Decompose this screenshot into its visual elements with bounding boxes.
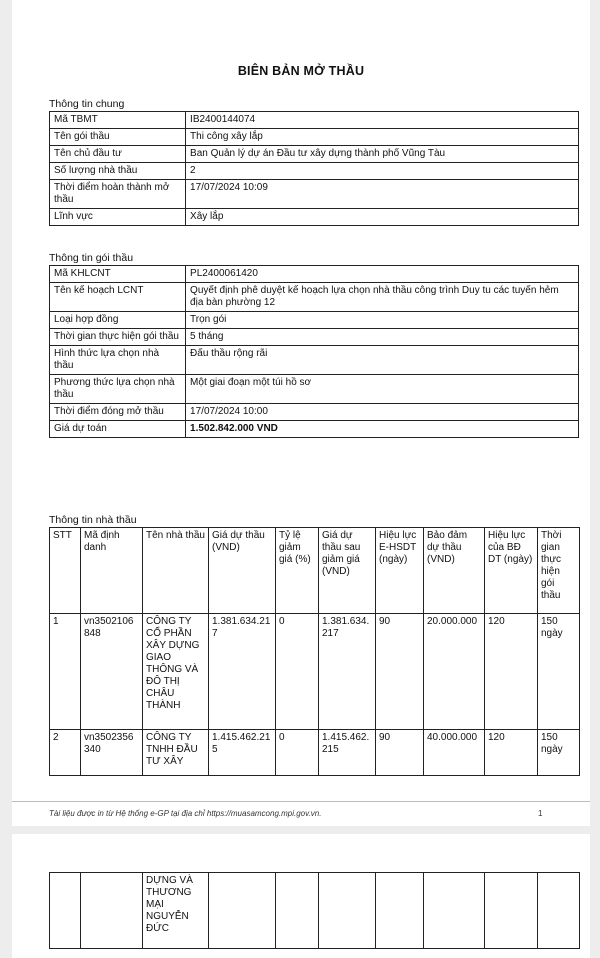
table-cell: 0: [276, 614, 319, 730]
table-cell: [276, 873, 319, 949]
table-cell: 2: [50, 730, 81, 776]
column-header: STT: [50, 528, 81, 614]
contractor-table-continued: [49, 872, 580, 949]
general-info-heading: Thông tin chung: [49, 98, 125, 110]
table-cell: [485, 873, 538, 949]
table-header-row: [50, 528, 580, 614]
table-row: [50, 266, 579, 283]
table-cell: [424, 873, 485, 949]
table-row: [50, 209, 579, 226]
column-header: Giá dự thầu (VND): [209, 528, 276, 614]
table-cell: [538, 873, 580, 949]
document-title: BIÊN BẢN MỞ THẦU: [237, 64, 365, 78]
row-label: Tên gói thầu: [50, 129, 186, 146]
row-label: Phương thức lựa chọn nhà thầu: [50, 375, 186, 404]
table-row: [50, 404, 579, 421]
table-cell: 1.415.462.215: [209, 730, 276, 776]
row-value: Đấu thầu rộng rãi: [186, 346, 579, 375]
row-value: IB2400144074: [186, 112, 579, 129]
table-cell: 120: [485, 730, 538, 776]
general-info-table: [49, 111, 579, 226]
row-value: Quyết định phê duyệt kế hoạch lựa chọn nhà thầu công trình Duy tu các tuyến hẻm địa bàn phường 12: [186, 283, 579, 312]
table-cell: 1.381.634.217: [319, 614, 376, 730]
table-cell: CÔNG TY CỔ PHẦN XÂY DỰNG GIAO THÔNG VÀ ĐÔ THỊ CHÂU THÀNH: [143, 614, 209, 730]
row-label: Lĩnh vực: [50, 209, 186, 226]
table-row: [50, 873, 580, 949]
contractor-info-heading: Thông tin nhà thầu: [49, 514, 137, 526]
table-row: [50, 421, 579, 438]
footer-divider: [12, 801, 590, 802]
table-cell: vn3502106848: [81, 614, 143, 730]
table-cell: 120: [485, 614, 538, 730]
package-info-heading: Thông tin gói thầu: [49, 252, 134, 264]
row-value: Ban Quản lý dự án Đầu tư xây dựng thành phố Vũng Tàu: [186, 146, 579, 163]
column-header: Giá dự thầu sau giảm giá (VND): [319, 528, 376, 614]
table-cell: [319, 873, 376, 949]
column-header: Mã định danh: [81, 528, 143, 614]
contractor-table: [49, 527, 580, 776]
row-value: 17/07/2024 10:09: [186, 180, 579, 209]
row-value: 2: [186, 163, 579, 180]
table-cell: 1.381.634.217: [209, 614, 276, 730]
row-label: Hình thức lựa chọn nhà thầu: [50, 346, 186, 375]
table-cell: DỰNG VÀ THƯƠNG MẠI NGUYỄN ĐỨC: [143, 873, 209, 949]
row-label: Loại hợp đồng: [50, 312, 186, 329]
table-cell: [50, 873, 81, 949]
column-header: Hiệu lực của BĐ DT (ngày): [485, 528, 538, 614]
row-label: Tên chủ đầu tư: [50, 146, 186, 163]
column-header: Bảo đảm dự thầu (VND): [424, 528, 485, 614]
row-label: Mã KHLCNT: [50, 266, 186, 283]
table-row: [50, 730, 580, 776]
row-value: Trọn gói: [186, 312, 579, 329]
table-cell: 0: [276, 730, 319, 776]
table-cell: [376, 873, 424, 949]
column-header: Hiệu lực E-HSDT (ngày): [376, 528, 424, 614]
row-label: Giá dự toán: [50, 421, 186, 438]
page-number: 1: [538, 809, 543, 818]
document-page-2: [12, 834, 590, 958]
column-header: Tên nhà thầu: [143, 528, 209, 614]
table-cell: [81, 873, 143, 949]
table-row: [50, 312, 579, 329]
document-page-1: [12, 0, 590, 826]
table-row: [50, 129, 579, 146]
row-label: Mã TBMT: [50, 112, 186, 129]
row-value: Một giai đoạn một túi hồ sơ: [186, 375, 579, 404]
table-cell: 90: [376, 614, 424, 730]
table-row: [50, 163, 579, 180]
table-row: [50, 112, 579, 129]
table-cell: 20.000.000: [424, 614, 485, 730]
footer-note: Tài liệu được in từ Hệ thống e-GP tại địa chỉ https://muasamcong.mpi.gov.vn.: [49, 809, 322, 818]
table-cell: 40.000.000: [424, 730, 485, 776]
table-row: [50, 346, 579, 375]
column-header: Thời gian thực hiện gói thầu: [538, 528, 580, 614]
table-cell: 150 ngày: [538, 614, 580, 730]
table-cell: vn3502356340: [81, 730, 143, 776]
table-cell: 1: [50, 614, 81, 730]
table-row: [50, 614, 580, 730]
table-cell: 1.415.462.215: [319, 730, 376, 776]
table-cell: 150 ngày: [538, 730, 580, 776]
table-row: [50, 375, 579, 404]
row-value: Xây lắp: [186, 209, 579, 226]
table-cell: CÔNG TY TNHH ĐẦU TƯ XÂY: [143, 730, 209, 776]
row-label: Thời điểm hoàn thành mở thầu: [50, 180, 186, 209]
table-row: [50, 329, 579, 346]
row-value: PL2400061420: [186, 266, 579, 283]
row-value: Thi công xây lắp: [186, 129, 579, 146]
row-label: Thời điểm đóng mở thầu: [50, 404, 186, 421]
table-row: [50, 283, 579, 312]
table-cell: 90: [376, 730, 424, 776]
row-label: Thời gian thực hiện gói thầu: [50, 329, 186, 346]
column-header: Tỷ lệ giảm giá (%): [276, 528, 319, 614]
row-value: 1.502.842.000 VND: [186, 421, 579, 438]
row-label: Tên kế hoạch LCNT: [50, 283, 186, 312]
row-value: 5 tháng: [186, 329, 579, 346]
table-row: [50, 146, 579, 163]
package-info-table: [49, 265, 579, 438]
table-row: [50, 180, 579, 209]
row-label: Số lượng nhà thầu: [50, 163, 186, 180]
row-value: 17/07/2024 10:00: [186, 404, 579, 421]
table-cell: [209, 873, 276, 949]
